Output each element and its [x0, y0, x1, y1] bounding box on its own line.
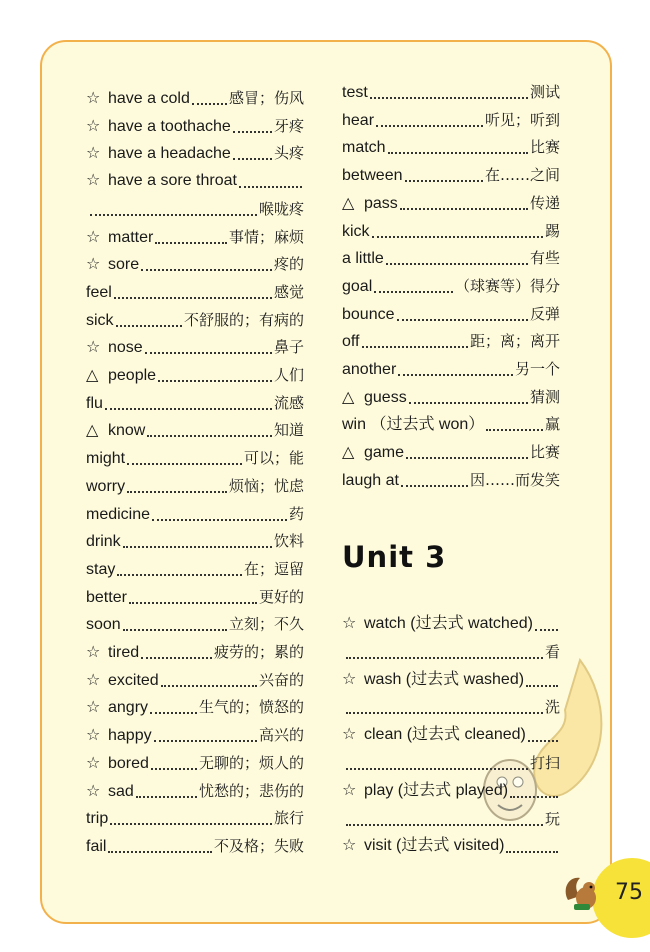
dot-leader: [346, 768, 528, 770]
vocab-word: nose: [108, 339, 143, 357]
vocab-entry: [342, 300, 560, 328]
vocab-meaning: 旅行: [273, 809, 304, 828]
vocab-meaning: 距；离；离开: [469, 332, 560, 351]
page-number: 75: [615, 880, 643, 905]
vocab-entry: [342, 78, 560, 106]
vocab-meaning: 不及格；失败: [213, 836, 304, 855]
vocab-meaning: 洗: [544, 698, 560, 717]
star-mark-icon: ☆: [86, 782, 101, 800]
vocab-word: guess: [364, 388, 407, 406]
vocab-entry: [342, 777, 560, 805]
vocab-word: stay: [86, 560, 116, 578]
dot-leader: [397, 319, 528, 321]
vocab-meaning: 打扫: [529, 754, 560, 772]
vocab-meaning: 比赛: [529, 138, 560, 157]
dot-leader: [129, 602, 257, 604]
vocab-entry: [86, 333, 304, 361]
star-mark-icon: ☆: [342, 781, 357, 799]
dot-leader: [401, 485, 468, 487]
vocab-entry: [86, 444, 304, 472]
vocab-word: trip: [86, 810, 109, 828]
vocab-word: matter: [108, 228, 154, 246]
vocab-word: between: [342, 167, 403, 185]
dot-leader: [116, 325, 182, 327]
dot-leader: [510, 796, 558, 798]
vocab-entry: [342, 244, 560, 272]
star-mark-icon: ☆: [86, 172, 101, 190]
vocab-entry: [342, 161, 560, 189]
vocab-entry: [86, 693, 304, 721]
vocab-entry: [86, 610, 304, 638]
dot-leader: [105, 408, 272, 410]
vocab-entry: [86, 306, 304, 334]
star-mark-icon: ☆: [86, 699, 101, 717]
vocab-meaning: 更好的: [258, 587, 304, 606]
vocab-entry: [86, 278, 304, 306]
star-mark-icon: ☆: [342, 615, 357, 632]
dot-leader: [158, 380, 272, 382]
vocab-word: have a sore throat: [108, 172, 237, 190]
squirrel-icon: [560, 870, 604, 914]
vocab-meaning: 流感: [273, 393, 304, 412]
vocab-word: watch (过去式 watched): [364, 615, 533, 632]
vocab-word: bored: [108, 754, 149, 772]
vocab-word: test: [342, 84, 368, 101]
vocab-word: off: [342, 333, 360, 351]
dot-leader: [145, 352, 272, 354]
dot-leader: [114, 297, 272, 299]
vocab-meaning: 传递: [529, 193, 560, 212]
dot-leader: [526, 685, 558, 687]
star-mark-icon: ☆: [86, 671, 101, 689]
vocab-entry: [342, 466, 560, 494]
vocab-word: have a toothache: [108, 117, 231, 135]
vocab-meaning: 玩: [544, 809, 560, 828]
dot-leader: [486, 429, 543, 431]
vocab-word: laugh at: [342, 471, 399, 489]
vocab-entry: [342, 610, 560, 638]
vocab-meaning: 测试: [529, 83, 560, 101]
vocab-meaning: 无聊的；烦人的: [198, 753, 304, 772]
vocab-meaning: 听见；听到: [484, 110, 560, 129]
dot-leader: [398, 374, 513, 376]
dot-leader: [405, 180, 483, 182]
vocab-entry: [342, 410, 560, 438]
dot-leader: [108, 851, 212, 853]
vocab-entry: [86, 777, 304, 805]
vocab-word: medicine: [86, 505, 151, 523]
vocab-word: hear: [342, 111, 375, 129]
star-mark-icon: ☆: [86, 90, 101, 107]
vocab-word: game: [364, 444, 405, 462]
vocab-entry: [86, 500, 304, 528]
dot-leader: [117, 574, 242, 576]
star-mark-icon: ☆: [86, 117, 101, 135]
dot-leader: [362, 346, 468, 348]
dot-leader: [346, 657, 543, 659]
vocab-word: kick: [342, 222, 370, 240]
dot-leader: [110, 823, 272, 825]
vocab-word: happy: [108, 727, 152, 745]
vocab-word: tired: [108, 644, 140, 661]
vocab-meaning: 喉咙疼: [258, 199, 304, 218]
vocab-entry: [342, 217, 560, 245]
vocab-entry: [86, 832, 304, 860]
vocab-entry: [342, 749, 560, 777]
vocab-word: sad: [108, 782, 134, 800]
vocab-word: have a cold: [108, 90, 190, 107]
dot-leader: [506, 851, 558, 853]
dot-leader: [528, 740, 558, 742]
triangle-mark-icon: △: [342, 444, 355, 462]
vocab-word: feel: [86, 283, 112, 301]
dot-leader: [154, 740, 257, 742]
vocab-meaning: 赢: [544, 415, 560, 434]
dot-leader: [151, 768, 197, 770]
vocab-meaning: 人们: [273, 366, 304, 384]
vocab-meaning: 药: [288, 504, 304, 523]
vocab-meaning: 牙疼: [273, 116, 304, 135]
dot-leader: [406, 457, 528, 459]
vocab-entry: [342, 693, 560, 721]
vocab-entry: [86, 583, 304, 611]
vocab-word: visit (过去式 visited): [364, 837, 505, 855]
star-mark-icon: ☆: [342, 726, 357, 744]
star-mark-icon: ☆: [86, 339, 101, 357]
vocab-word: drink: [86, 533, 121, 551]
vocab-meaning: 知道: [273, 421, 304, 440]
star-mark-icon: ☆: [86, 256, 101, 274]
vocab-entry: [342, 355, 560, 383]
triangle-mark-icon: △: [86, 367, 99, 384]
vocab-meaning: 烦恼；忧虑: [228, 476, 304, 495]
vocab-word: win （过去式 won）: [342, 416, 485, 434]
vocab-meaning: 忧愁的；悲伤的: [198, 781, 304, 800]
dot-leader: [372, 236, 543, 238]
vocab-meaning: 事情；麻烦: [228, 227, 304, 246]
dot-leader: [150, 712, 197, 714]
vocab-word: another: [342, 361, 397, 378]
vocab-meaning: 反弹: [529, 304, 560, 323]
vocab-meaning: （球赛等）得分: [454, 276, 560, 295]
dot-leader: [535, 629, 558, 631]
vocab-entry: [86, 223, 304, 251]
vocab-word: sore: [108, 256, 140, 274]
vocab-meaning: 猜测: [529, 387, 560, 406]
dot-leader: [127, 491, 227, 493]
vocab-word: pass: [364, 194, 398, 212]
vocab-entry: [86, 527, 304, 555]
vocab-meaning: 感觉: [273, 282, 304, 301]
vocab-word: a little: [342, 250, 384, 268]
vocab-word: play (过去式 played): [364, 781, 509, 799]
vocab-entry: [86, 361, 304, 389]
triangle-mark-icon: △: [86, 422, 99, 440]
dot-leader: [400, 208, 528, 210]
vocab-meaning: 因……而发笑: [469, 470, 560, 489]
vocab-meaning: 看: [544, 642, 560, 661]
star-mark-icon: ☆: [86, 754, 101, 772]
vocab-meaning: 在；逗留: [243, 559, 304, 578]
dot-leader: [152, 519, 287, 521]
vocab-word: might: [86, 450, 126, 468]
dot-leader: [161, 685, 257, 687]
vocab-entry: [342, 189, 560, 217]
star-mark-icon: ☆: [86, 145, 101, 163]
vocab-meaning: 立刻；不久: [228, 615, 304, 634]
vocab-meaning: 感冒；伤风: [228, 89, 304, 107]
star-mark-icon: ☆: [342, 837, 357, 855]
vocab-meaning: 踢: [544, 221, 560, 240]
dot-leader: [155, 242, 227, 244]
vocab-entry: [342, 438, 560, 466]
dot-leader: [386, 263, 528, 265]
star-mark-icon: ☆: [86, 727, 101, 745]
vocab-meaning: 兴奋的: [258, 670, 304, 689]
vocab-word: better: [86, 588, 127, 606]
vocab-word: flu: [86, 394, 103, 412]
vocab-entry: [86, 112, 304, 140]
vocab-entry: [86, 84, 304, 112]
star-mark-icon: ☆: [86, 228, 101, 246]
vocab-entry: [86, 749, 304, 777]
vocab-entry: [342, 666, 560, 694]
vocab-entry: [86, 389, 304, 417]
dot-leader: [192, 103, 227, 105]
vocab-word: people: [108, 367, 157, 384]
vocab-word: bounce: [342, 305, 395, 323]
dot-leader: [346, 824, 543, 826]
vocab-entry: [86, 721, 304, 749]
vocab-entry: [342, 106, 560, 134]
dot-leader: [136, 796, 197, 798]
vocab-word: wash (过去式 washed): [364, 670, 525, 688]
vocab-entry: [342, 832, 560, 860]
triangle-mark-icon: △: [342, 388, 355, 406]
vocab-entry: [342, 272, 560, 300]
dot-leader: [239, 186, 302, 188]
unit-title: Unit 3: [342, 540, 447, 574]
vocab-meaning: 可以；能: [243, 449, 304, 468]
vocab-word: soon: [86, 616, 121, 634]
vocab-word: match: [342, 139, 386, 157]
vocab-entry: [86, 804, 304, 832]
dot-leader: [127, 463, 242, 465]
triangle-mark-icon: △: [342, 194, 355, 212]
vocab-word: angry: [108, 699, 149, 717]
dot-leader: [123, 546, 272, 548]
vocab-meaning: 另一个: [514, 360, 560, 378]
dot-leader: [233, 158, 272, 160]
vocab-meaning: 头疼: [273, 144, 304, 163]
vocab-word: goal: [342, 277, 373, 295]
vocab-entry: [86, 167, 304, 195]
dot-leader: [409, 402, 528, 404]
vocab-entry: [342, 638, 560, 666]
vocab-meaning: 饮料: [273, 532, 304, 551]
vocab-entry: [86, 416, 304, 444]
vocab-entry: [86, 638, 304, 666]
dot-leader: [376, 125, 483, 127]
dot-leader: [233, 131, 272, 133]
vocab-entry: [342, 133, 560, 161]
vocab-meaning: 有些: [529, 249, 560, 268]
dot-leader: [147, 435, 272, 437]
vocab-entry: [86, 666, 304, 694]
vocab-word: worry: [86, 477, 126, 495]
vocab-meaning: 不舒服的；有病的: [183, 310, 304, 329]
dot-leader: [374, 291, 453, 293]
vocab-meaning: 疲劳的；累的: [213, 643, 304, 661]
vocab-entry: [86, 555, 304, 583]
vocab-meaning: 高兴的: [258, 726, 304, 745]
star-mark-icon: ☆: [86, 644, 101, 661]
dot-leader: [141, 657, 212, 659]
vocab-word: know: [108, 422, 146, 440]
dot-leader: [90, 214, 257, 216]
vocab-entry: [342, 805, 560, 833]
vocab-meaning: 鼻子: [273, 338, 304, 357]
vocab-word: excited: [108, 671, 159, 689]
vocab-word: sick: [86, 311, 114, 329]
vocab-meaning: 在……之间: [484, 166, 560, 185]
vocab-meaning: 生气的；愤怒的: [198, 698, 304, 717]
vocab-entry: [342, 383, 560, 411]
dot-leader: [123, 629, 227, 631]
vocab-meaning: 疼的: [273, 255, 304, 274]
dot-leader: [388, 152, 528, 154]
vocab-entry: [86, 472, 304, 500]
dot-leader: [346, 712, 543, 714]
dot-leader: [370, 97, 528, 99]
vocab-entry: [342, 721, 560, 749]
vocab-entry: [86, 139, 304, 167]
vocab-word: fail: [86, 837, 107, 855]
star-mark-icon: ☆: [342, 670, 357, 688]
vocab-entry: [86, 250, 304, 278]
dot-leader: [141, 269, 272, 271]
vocab-word: have a headache: [108, 145, 231, 163]
vocab-entry: [342, 327, 560, 355]
vocab-word: clean (过去式 cleaned): [364, 726, 526, 744]
vocab-meaning: 比赛: [529, 443, 560, 462]
vocab-entry: [86, 195, 304, 223]
